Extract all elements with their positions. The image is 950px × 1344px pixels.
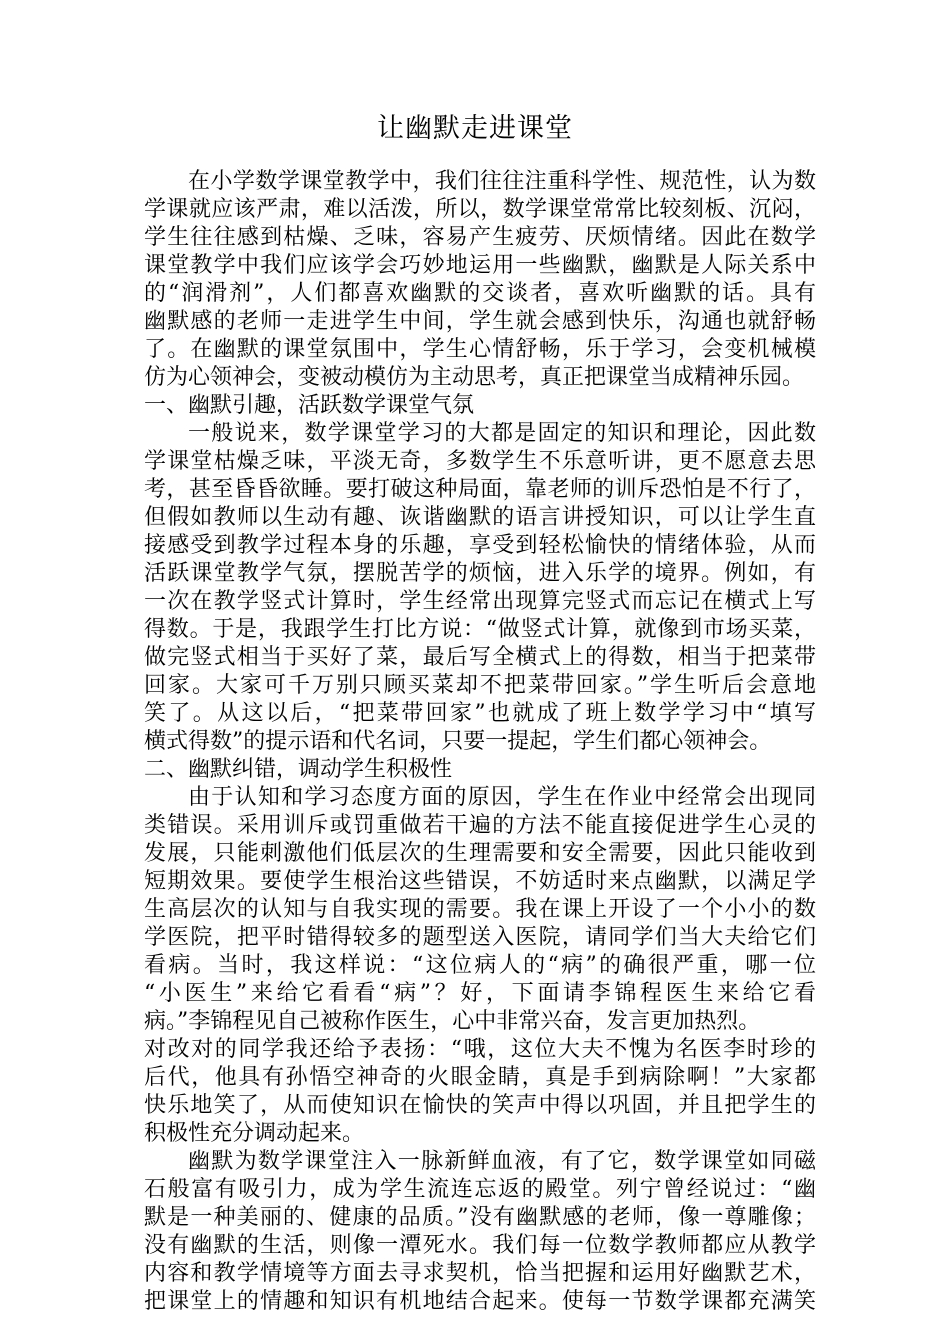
text-line: 石般富有吸引力，成为学生流连忘返的殿堂。列宁曾经说过：“幽 (144, 1177, 816, 1202)
text-line: 发展，只能刺激他们低层次的生理需要和安全需要，因此只能收到 (144, 841, 816, 866)
text-line: 积极性充分调动起来。 (144, 1121, 365, 1146)
text-line: 接感受到教学过程本身的乐趣，享受到轻松愉快的情绪体验，从而 (144, 533, 816, 558)
text-line: 考，甚至昏昏欲睡。要打破这种局面，靠老师的训斥恐怕是不行了， (144, 477, 816, 502)
text-line: 对改对的同学我还给予表扬：“哦，这位大夫不愧为名医李时珍的 (144, 1037, 816, 1062)
text-line: 一次在教学竖式计算时，学生经常出现算完竖式而忘记在横式上写 (144, 589, 816, 614)
text-line: 得数。于是，我跟学生打比方说：“做竖式计算，就像到市场买菜， (144, 617, 816, 642)
text-line: 的“润滑剂”，人们都喜欢幽默的交谈者，喜欢听幽默的话。具有 (144, 281, 816, 306)
text-line: 活跃课堂教学气氛，摆脱苦学的烦恼，进入乐学的境界。例如，有 (144, 561, 816, 586)
text-line: 病。”李锦程见自己被称作医生，心中非常兴奋，发言更加热烈。 (144, 1009, 761, 1034)
text-line: 类错误。采用训斥或罚重做若干遍的方法不能直接促进学生心灵的 (144, 813, 816, 838)
text-line: 学医院，把平时错得较多的题型送入医院，请同学们当大夫给它们 (144, 925, 816, 950)
text-line: 回家。大家可千万别只顾买菜却不把菜带回家。”学生听后会意地 (144, 673, 816, 698)
text-line: 了。在幽默的课堂氛围中，学生心情舒畅，乐于学习，会变机械模 (144, 337, 816, 362)
text-line: 内容和教学情境等方面去寻求契机，恰当把握和运用好幽默艺术， (144, 1261, 816, 1286)
text-line: 把课堂上的情趣和知识有机地结合起来。使每一节数学课都充满笑 (144, 1289, 816, 1314)
text-line: 一、幽默引趣，活跃数学课堂气氛 (144, 393, 475, 418)
text-line: 仿为心领神会，变被动模仿为主动思考，真正把课堂当成精神乐园。 (144, 365, 805, 390)
text-line: “小医生”来给它看看“病”？好，下面请李锦程医生来给它看 (144, 981, 816, 1006)
text-line: 后代，他具有孙悟空神奇的火眼金睛，真是手到病除啊！”大家都 (144, 1065, 816, 1090)
text-line: 一般说来，数学课堂学习的大都是固定的知识和理论，因此数 (188, 421, 816, 446)
text-line: 横式得数”的提示语和代名词，只要一提起，学生们都心领神会。 (144, 729, 772, 754)
text-line: 在小学数学课堂教学中，我们往往注重科学性、规范性，认为数 (188, 169, 816, 194)
text-line: 没有幽默的生活，则像一潭死水。我们每一位数学教师都应从教学 (144, 1233, 816, 1258)
text-line: 默是一种美丽的、健康的品质。”没有幽默感的老师，像一尊雕像； (144, 1205, 816, 1230)
text-line: 笑了。从这以后，“把菜带回家”也就成了班上数学学习中“填写 (144, 701, 816, 726)
text-line: 二、幽默纠错，调动学生积极性 (144, 757, 453, 782)
text-line: 生高层次的认知与自我实现的需要。我在课上开设了一个小小的数 (144, 897, 816, 922)
text-line: 短期效果。要使学生根治这些错误，不妨适时来点幽默，以满足学 (144, 869, 816, 894)
text-line: 快乐地笑了，从而使知识在愉快的笑声中得以巩固，并且把学生的 (144, 1093, 816, 1118)
text-line: 学生往往感到枯燥、乏味，容易产生疲劳、厌烦情绪。因此在数学 (144, 225, 816, 250)
text-line: 学课堂枯燥乏味，平淡无奇，多数学生不乐意听讲，更不愿意去思 (144, 449, 816, 474)
text-line: 学课就应该严肃，难以活泼，所以，数学课堂常常比较刻板、沉闷， (144, 197, 816, 222)
text-line: 但假如教师以生动有趣、诙谐幽默的语言讲授知识，可以让学生直 (144, 505, 816, 530)
document-body (144, 168, 816, 1316)
text-line: 幽默感的老师一走进学生中间，学生就会感到快乐，沟通也就舒畅 (144, 309, 816, 334)
text-line: 看病。当时，我这样说：“这位病人的“病”的确很严重，哪一位 (144, 953, 816, 978)
page-title: 让幽默走进课堂 (377, 113, 573, 144)
text-line: 做完竖式相当于买好了菜，最后写全横式上的得数，相当于把菜带 (144, 645, 816, 670)
text-line: 幽默为数学课堂注入一脉新鲜血液，有了它，数学课堂如同磁 (188, 1149, 816, 1174)
text-line: 由于认知和学习态度方面的原因，学生在作业中经常会出现同 (188, 785, 816, 810)
text-line: 课堂教学中我们应该学会巧妙地运用一些幽默，幽默是人际关系中 (144, 253, 816, 278)
